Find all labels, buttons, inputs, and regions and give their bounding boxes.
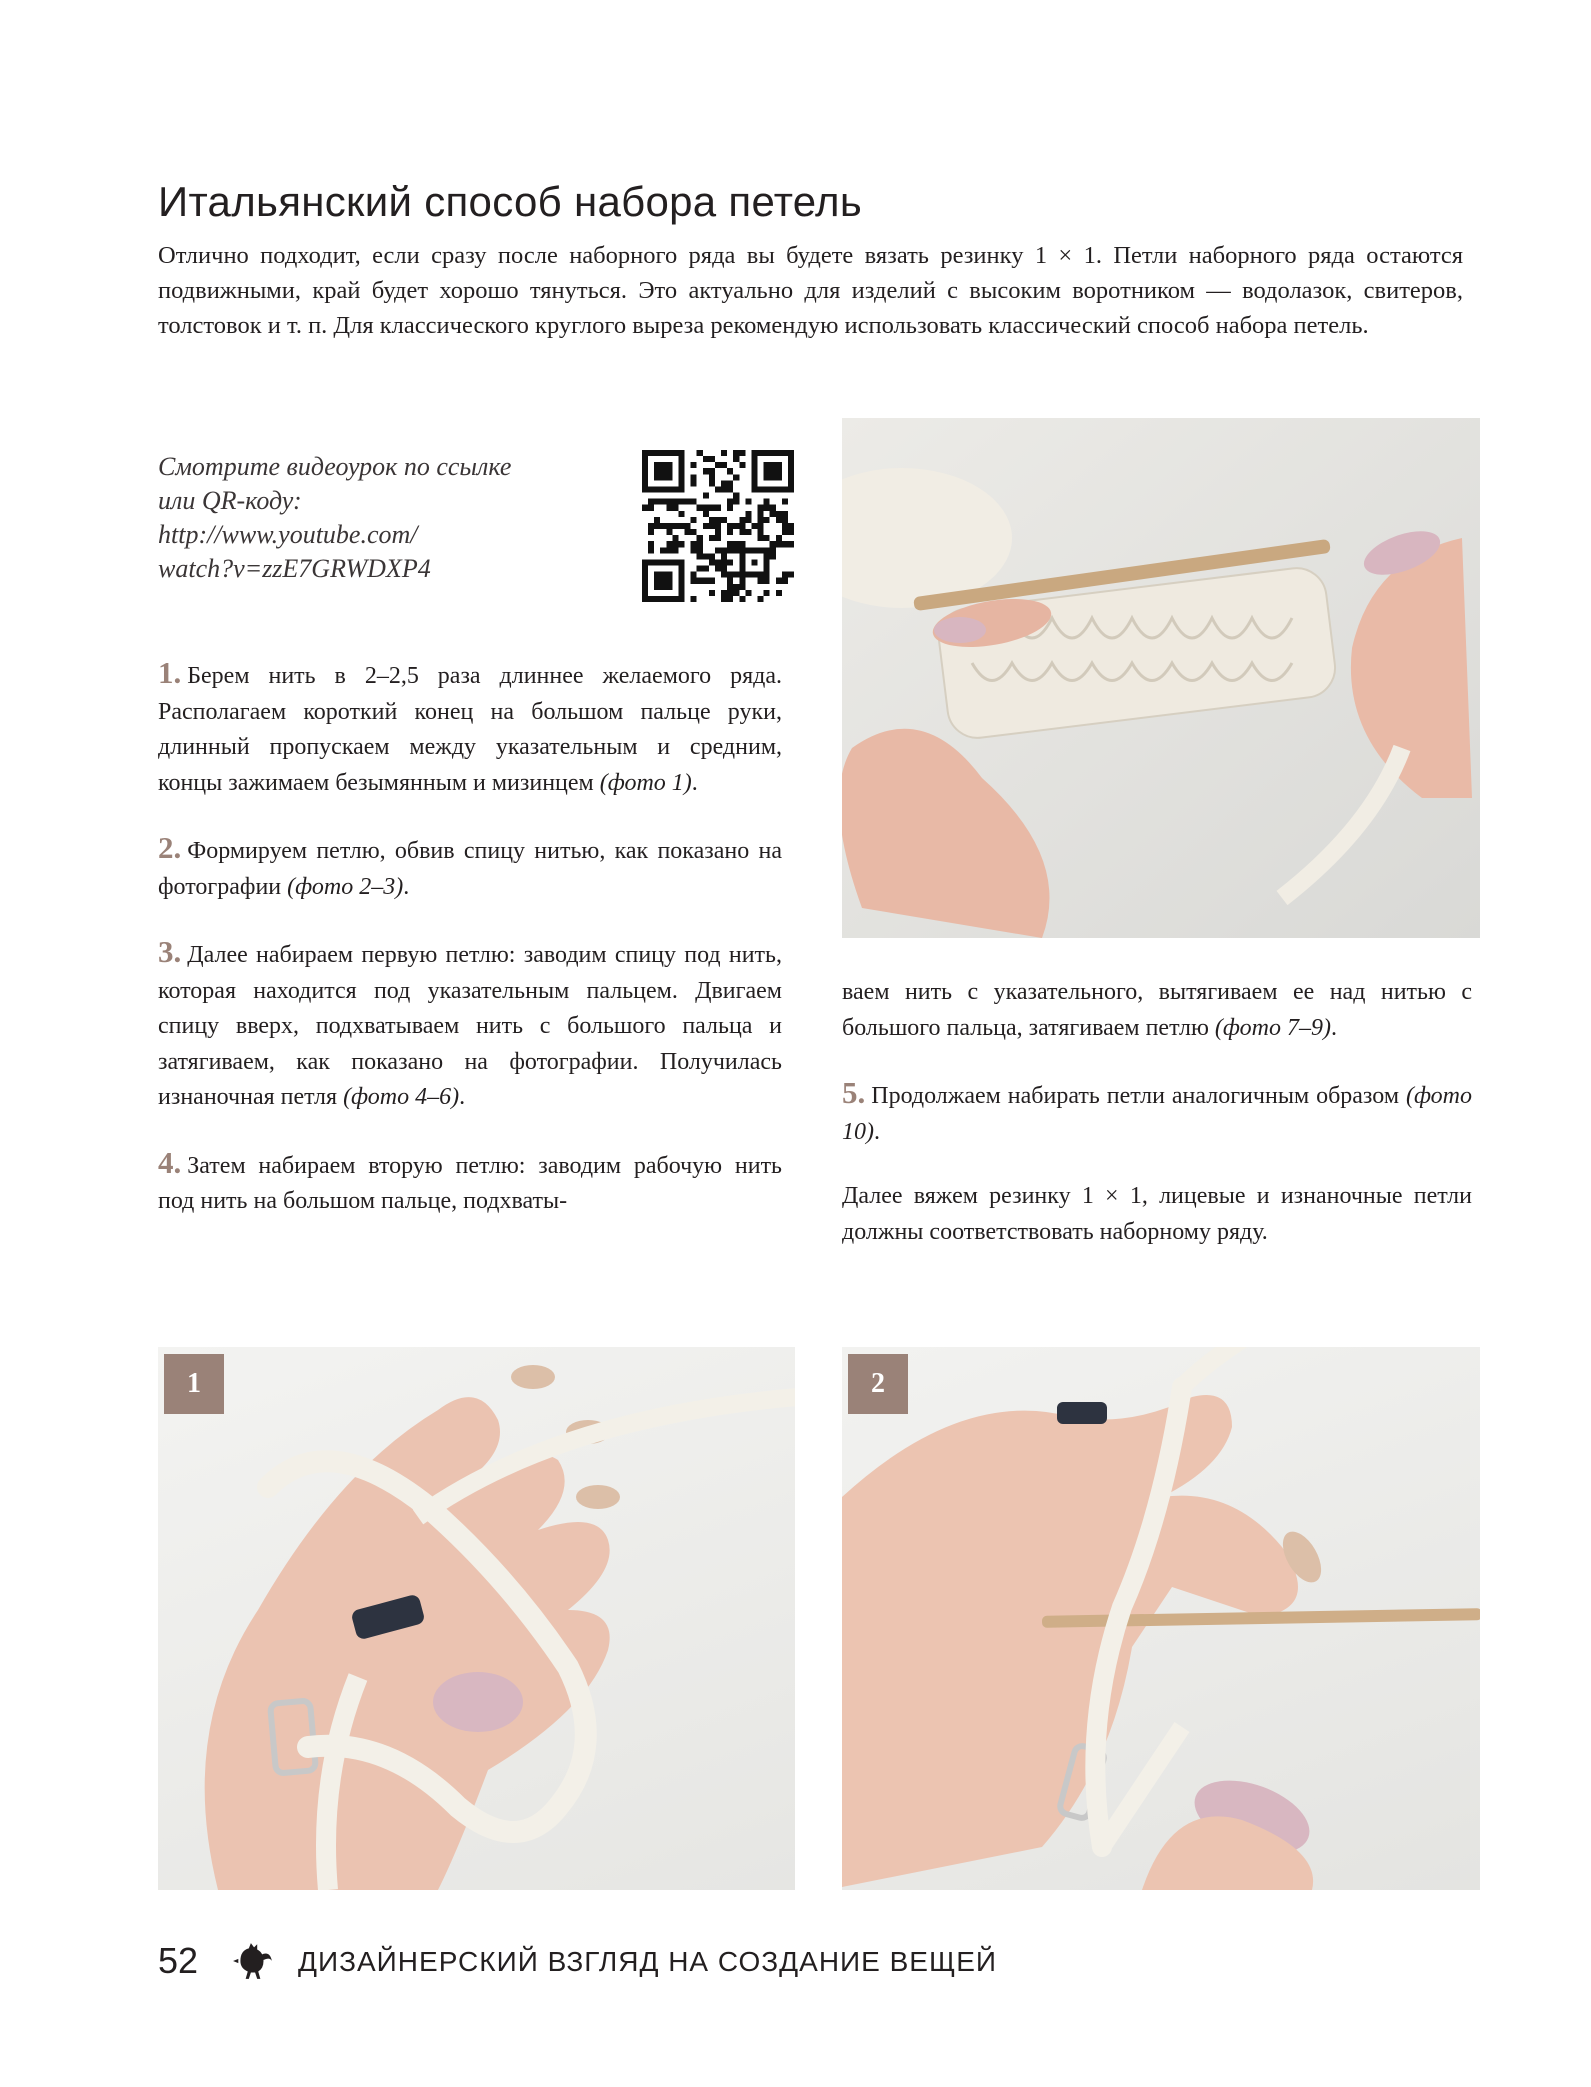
book-title-footer: ДИЗАЙНЕРСКИЙ ВЗГЛЯД НА СОЗДАНИЕ ВЕЩЕЙ bbox=[298, 1946, 998, 1977]
step-4-end: ваем нить с указательного, вытягиваем ее над нитью с большого пальца, затягиваем петлю (фото 7–9). bbox=[842, 979, 1472, 1041]
instructions-right-column bbox=[842, 975, 1472, 1279]
hand-with-yarn-image bbox=[158, 1347, 795, 1890]
step-number: 4. bbox=[158, 1144, 182, 1180]
rooster-icon bbox=[232, 1940, 274, 1982]
hand-with-needle-image bbox=[842, 1347, 1480, 1890]
photo-number-badge: 1 bbox=[164, 1354, 224, 1414]
knitting-photo-top bbox=[842, 418, 1480, 938]
step-5: 5. Продолжаем набирать петли аналогичным образом (фото 10). bbox=[842, 1075, 1473, 1145]
video-link-block bbox=[158, 450, 578, 586]
page-title: Итальянский способ набора петель bbox=[158, 178, 863, 226]
knitting-photo-1 bbox=[158, 1347, 795, 1890]
step-4-start: 4. Затем набираем вторую петлю: заводим рабочую нить под нить на большом пальце, подхваты- bbox=[158, 1144, 782, 1214]
video-url-line-1[interactable]: http://www.youtube.com/ bbox=[158, 520, 418, 549]
intro-paragraph: Отлично подходит, если сразу после наборного ряда вы будете вязать резинку 1 × 1. Петли наборного ряда остаются подвижными, край будет хорошо тянуться. Это актуально для изделий с высоким воротником — водолазок, свитеров, толстовок и т. п. Для классического круглого выреза рекомендую использовать классический способ набора петель. bbox=[158, 242, 1463, 339]
photo-reference: (фото 10) bbox=[842, 1083, 1473, 1145]
photo-reference: (фото 1) bbox=[599, 769, 692, 796]
photo-reference: (фото 4–6) bbox=[343, 1084, 460, 1110]
knitting-photo-2 bbox=[842, 1347, 1480, 1890]
video-line-2: или QR-коду: bbox=[158, 486, 302, 515]
instructions-left-column bbox=[158, 655, 782, 1249]
step-2: 2. Формируем петлю, обвив спицу нитью, как показано на фотографии (фото 2–3). bbox=[158, 830, 782, 900]
step-1: 1. Берем нить в 2–2,5 раза длиннее желаемого ряда. Располагаем короткий конец на большом пальце руки, длинный пропускаем между указательным и средним, концы зажимаем безымянным и мизинцем (фото 1). bbox=[158, 655, 782, 796]
knitted-swatch-image bbox=[842, 418, 1480, 938]
qr-code-icon[interactable] bbox=[642, 450, 794, 602]
step-3: 3. Далее набираем первую петлю: заводим спицу под нить, которая находится под указательным пальцем. Двигаем спицу вверх, подхватываем нить с большого пальца и затягиваем, как показано на фотографии. Получилась изнаночная петля (фото 4–6). bbox=[158, 934, 782, 1110]
step-number: 2. bbox=[158, 830, 182, 865]
video-line-1: Смотрите видеоурок по ссылке bbox=[158, 452, 512, 481]
page-number: 52 bbox=[158, 1940, 199, 1981]
photo-reference: (фото 2–3) bbox=[287, 873, 404, 900]
photo-reference: (фото 7–9) bbox=[1214, 1014, 1331, 1041]
step-number: 1. bbox=[158, 655, 182, 690]
step-number: 5. bbox=[842, 1075, 866, 1110]
photo-number-badge: 2 bbox=[848, 1354, 908, 1414]
step-number: 3. bbox=[158, 934, 182, 969]
closing-paragraph: Далее вяжем резинку 1 × 1, лицевые и изнаночные петли должны соответствовать наборному ряду. bbox=[842, 1183, 1472, 1245]
video-url-line-2[interactable]: watch?v=zzE7GRWDXP4 bbox=[158, 554, 431, 583]
